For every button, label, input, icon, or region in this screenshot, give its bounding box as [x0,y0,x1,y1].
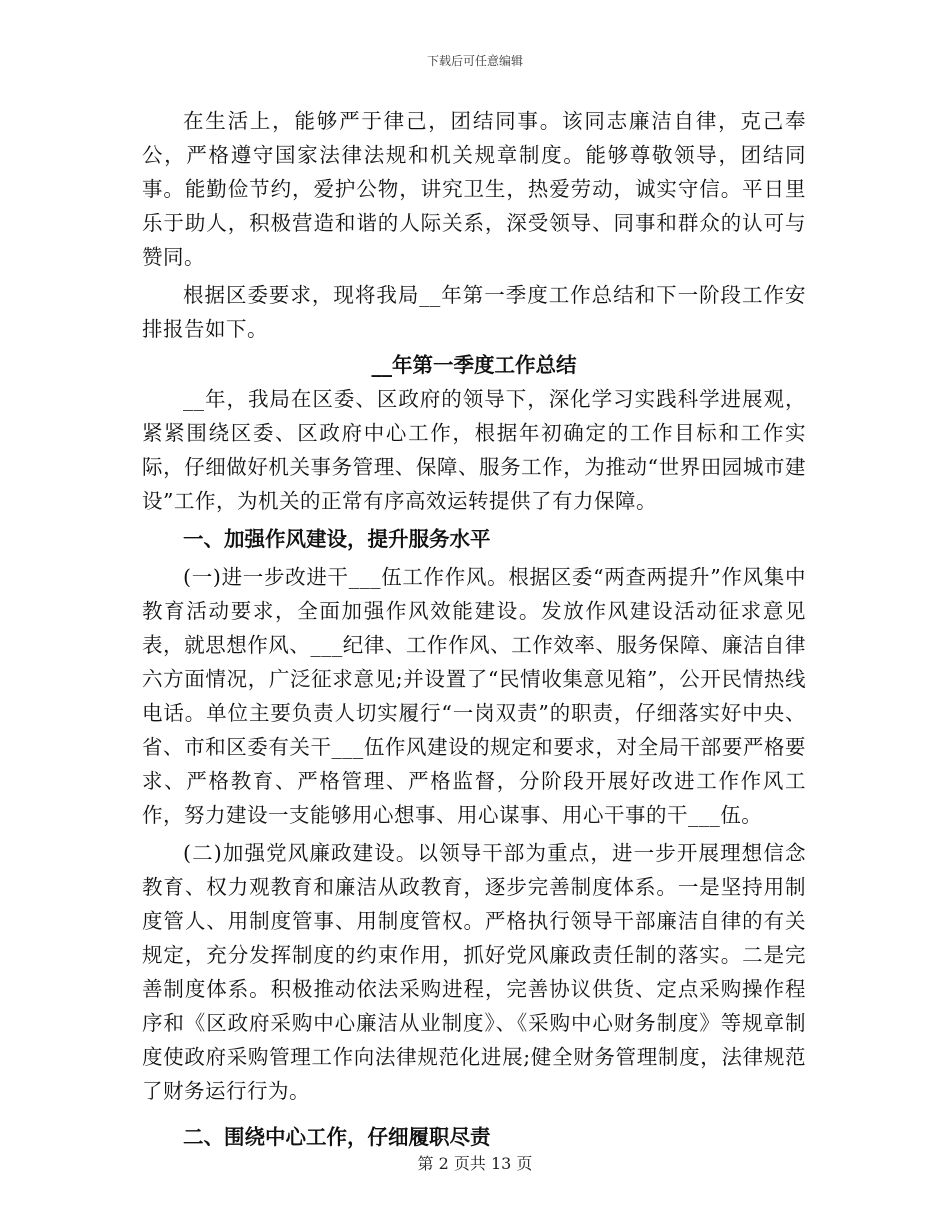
page-number-footer: 第 2 页共 13 页 [417,1154,533,1173]
section-title: __年第一季度工作总结 [371,353,577,377]
paragraph-work-style: (一)进一步改进干___伍工作作风。根据区委“两查两提升”作风集中教育活动要求，全面加强作风效能建设。发放作风建设活动征求意见表，就思想作风、___纪律、工作作风、工作效率、服务保障、廉洁自律六方面情况，广泛征求意见;并设置了“民情收集意见箱”，公开民情热线电话。单位主要负责人切实履行“一岗双责”的职责，仔细落实好中央、省、市和区委有关干___伍作风建设的规定和要求，对全局干部要严格要求、严格教育、严格管理、严格监督，分阶段开展好改进工作作风工作，努力建设一支能够用心想事、用心谋事、用心干事的干___伍。 [142,565,806,827]
document-body [142,104,806,1154]
heading-work-style: 一、加强作风建设，提升服务水平 [183,527,491,551]
heading-central-work: 二、围绕中心工作，仔细履职尽责 [183,1125,491,1149]
paragraph-report-intro: 根据区委要求，现将我局__年第一季度工作总结和下一阶段工作安排报告如下。 [142,283,806,341]
paragraph-overview: __年，我局在区委、区政府的领导下，深化学习实践科学进展观，紧紧围绕区委、区政府中心工作，根据年初确定的工作目标和工作实际，仔细做好机关事务管理、保障、服务工作，为推动“世界田园城市建设”工作，为机关的正常有序高效运转提供了有力保障。 [142,387,806,513]
page-header-note: 下载后可任意编辑 [426,54,523,68]
paragraph-life-conduct: 在生活上，能够严于律己，团结同事。该同志廉洁自律，克己奉公，严格遵守国家法律法规和机关规章制度。能够尊敬领导，团结同事。能勤俭节约，爱护公物，讲究卫生，热爱劳动，诚实守信。平日里乐于助人，积极营造和谐的人际关系，深受领导、同事和群众的认可与赞同。 [142,109,806,269]
paragraph-integrity: (二)加强党风廉政建设。以领导干部为重点，进一步开展理想信念教育、权力观教育和廉洁从政教育，逐步完善制度体系。一是坚持用制度管人、用制度管事、用制度管权。严格执行领导干部廉洁自律的有关规定，充分发挥制度的约束作用，抓好党风廉政责任制的落实。二是完善制度体系。积极推动依法采购进程，完善协议供货、定点采购操作程序和《区政府采购中心廉洁从业制度》、《采购中心财务制度》等规章制度使政府采购管理工作向法律规范化进展;健全财务管理制度，法律规范了财务运行行为。 [142,841,806,1103]
